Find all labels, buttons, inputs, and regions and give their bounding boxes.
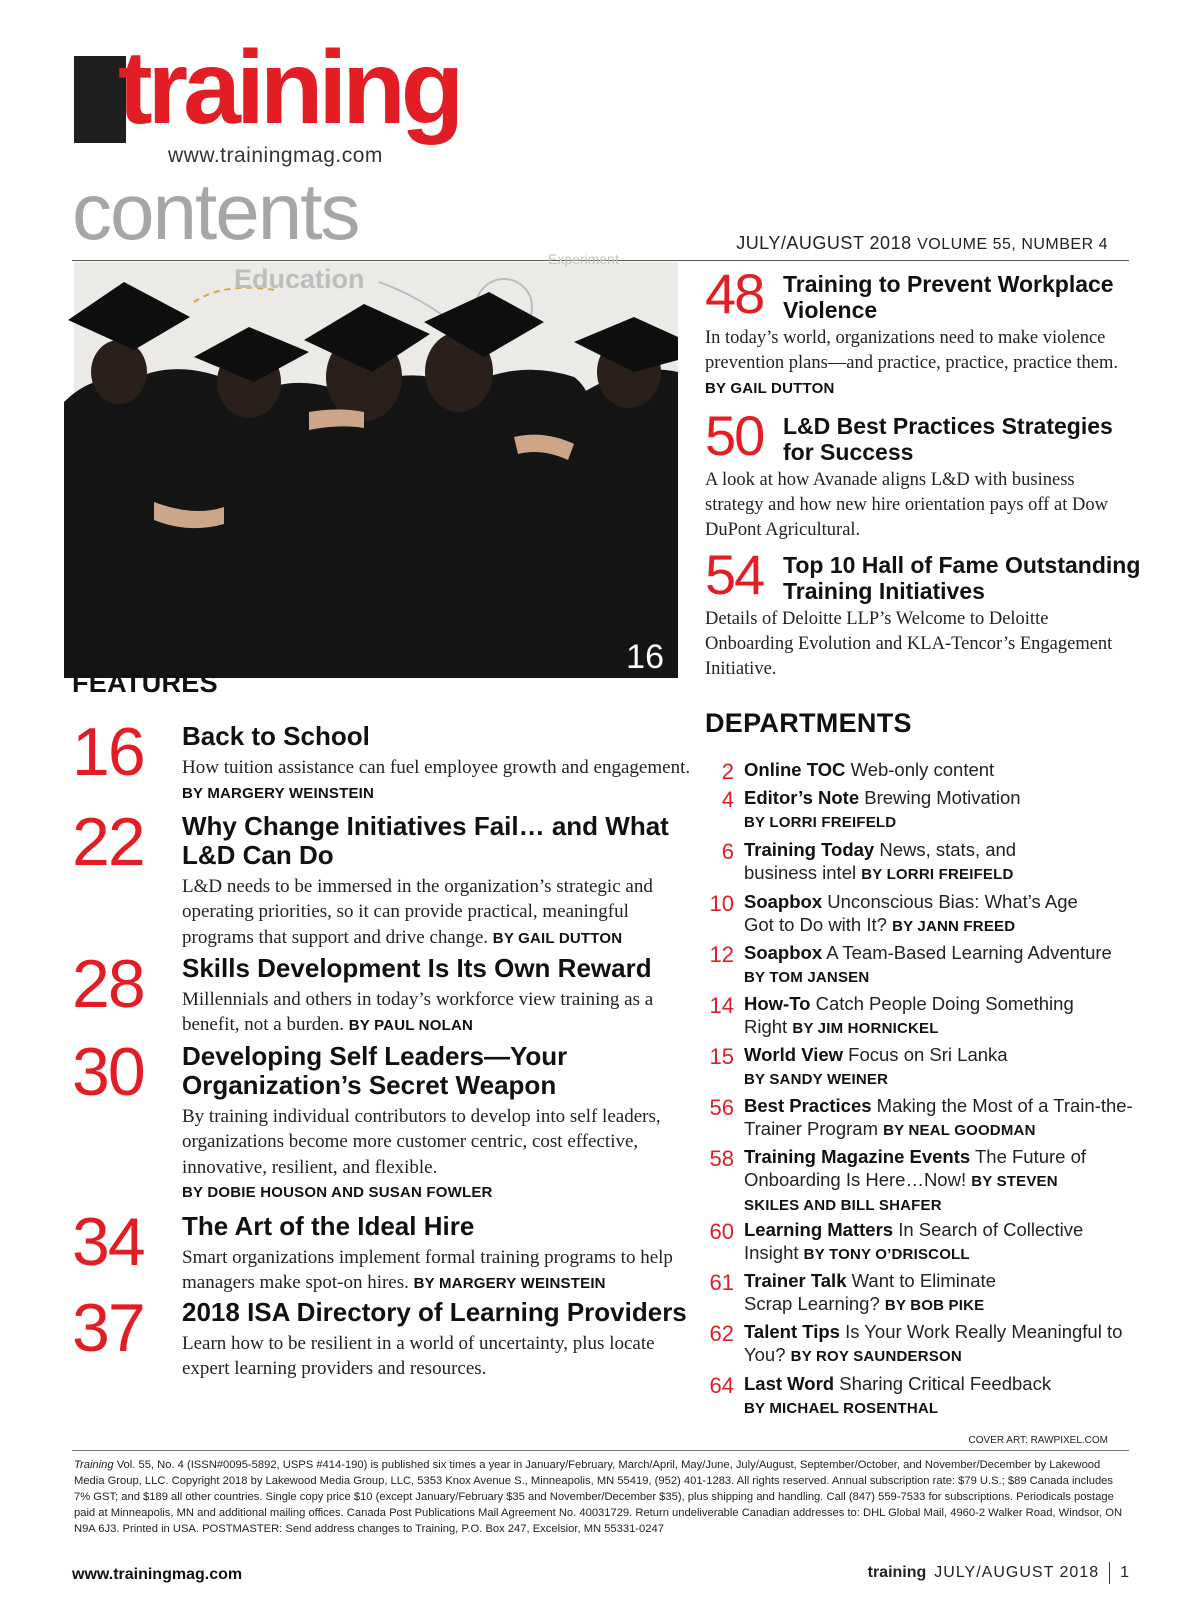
- article-desc: In today’s world, organizations need to make violence prevention plans—and practice, practice, practice them.: [705, 328, 1118, 374]
- department-title: Online TOC: [744, 759, 846, 780]
- graduates-illustration: [74, 251, 678, 678]
- department-title: Trainer Talk: [744, 1270, 847, 1291]
- feature-page-number: 16: [72, 714, 144, 790]
- department-byline: BY MICHAEL ROSENTHAL: [744, 1400, 939, 1418]
- department-page-number: 64: [709, 1373, 734, 1398]
- department-title: Last Word: [744, 1373, 835, 1394]
- department-page-number: 6: [721, 839, 734, 864]
- department-desc: Web-only content: [850, 759, 995, 780]
- feature-page-number: 34: [72, 1204, 144, 1280]
- feature-desc: Learn how to be resilient in a world of uncertainty, plus locate expert learning providers and resources.: [182, 1333, 655, 1380]
- department-byline: BY BOB PIKE: [884, 1297, 985, 1315]
- department-desc: Unconscious Bias: What’s Age Got to Do with It?: [744, 891, 1078, 936]
- department-title: Talent Tips: [744, 1321, 840, 1342]
- feature-title: Developing Self Leaders—Your Organization’s Secret Weapon: [182, 1041, 568, 1101]
- photo-page-number: 16: [626, 638, 664, 676]
- department-desc: The Future of Onboarding Is Here…Now!: [744, 1146, 1087, 1191]
- feature-page-number: 22: [72, 804, 144, 880]
- feature-desc: Millennials and others in today’s workforce view training as a benefit, not a burden.: [182, 989, 654, 1036]
- article-page-number: 54: [705, 543, 764, 606]
- magazine-logo: training: [118, 30, 460, 146]
- feature-title: The Art of the Ideal Hire: [182, 1211, 475, 1241]
- department-byline: BY LORRI FREIFELD: [744, 814, 897, 832]
- feature-item[interactable]: [72, 1290, 692, 1382]
- feature-title: Back to School: [182, 721, 370, 751]
- department-byline: BY STEVEN SKILES AND BILL SHAFER: [744, 1173, 1058, 1214]
- department-desc: Brewing Motivation: [864, 787, 1021, 808]
- footer-folio: [868, 1562, 1130, 1584]
- footer-brand: training: [867, 1564, 927, 1581]
- department-byline: BY LORRI FREIFELD: [861, 866, 1014, 884]
- article-desc: Details of Deloitte LLP’s Welcome to Deloitte Onboarding Evolution and KLA-Tencor’s Engagement Initiative.: [705, 609, 1113, 680]
- feature-title: 2018 ISA Directory of Learning Providers: [182, 1297, 687, 1327]
- department-page-number: 2: [721, 759, 734, 784]
- issue-date: JULY/AUGUST 2018: [736, 233, 912, 253]
- fineprint-pub-name: Training: [74, 1459, 114, 1471]
- department-byline: BY ROY SAUNDERSON: [790, 1348, 962, 1366]
- department-desc: Want to Eliminate Scrap Learning?: [744, 1270, 996, 1315]
- department-desc: News, stats, and business intel: [744, 839, 1017, 884]
- article-item[interactable]: [705, 404, 1135, 542]
- feature-item[interactable]: [72, 946, 692, 1040]
- department-title: World View: [744, 1044, 844, 1065]
- feature-page-number: 28: [72, 946, 144, 1022]
- department-page-number: 58: [709, 1146, 734, 1171]
- department-page-number: 12: [709, 942, 734, 967]
- department-byline: BY TOM JANSEN: [744, 969, 870, 987]
- logo-url[interactable]: www.trainingmag.com: [168, 144, 383, 167]
- features-heading: FEATURES: [72, 668, 218, 698]
- fineprint-text: Vol. 55, No. 4 (ISSN#0095-5892, USPS #414-190) is published six times a year in January/February, March/April, May/June, July/August, September/October, and November/December by Lakewood Media Group, LLC. Copyright 2018 by Lakewood Media Group, LLC, 5353 Knox Avenue S., Minneapolis, MN 55419, (952) 401-1283. All rights reserved. Annual subscription rate: $79 U.S.; $89 Canada includes 7% GST; and $189 all other countries. Single copy price $10 (except January/February $35 and November/December $35), plus shipping and handling. Call (847) 559-7533 for subscriptions. Periodicals postage paid at Minneapolis, MN and additional mailing offices. Canada Post Publications Mail Agreement No. 40031729. Return undeliverable Canadian addresses to: DHL Global Mail, 4960-2 Walker Road, Windsor, ON N9A 6J3. Printed in USA. POSTMASTER: Send address changes to Training, P.O. Box 247, Excelsior, MN 55331-0247: [74, 1459, 1123, 1535]
- department-page-number: 60: [709, 1219, 734, 1244]
- department-desc: Making the Most of a Train-the-Trainer Program: [744, 1095, 1133, 1140]
- feature-byline: BY DOBIE HOUSON AND SUSAN FOWLER: [182, 1184, 493, 1202]
- department-byline: BY TONY O’DRISCOLL: [803, 1246, 970, 1264]
- footer-url[interactable]: www.trainingmag.com: [72, 1566, 243, 1583]
- article-title: L&D Best Practices Strategies for Success: [783, 413, 1113, 465]
- issue-line: [736, 233, 1108, 254]
- department-desc: Is Your Work Really Meaningful to You?: [744, 1321, 1123, 1366]
- footer-page-number: 1: [1120, 1564, 1130, 1581]
- departments-heading: DEPARTMENTS: [705, 708, 912, 738]
- bottom-rule: [72, 1450, 1129, 1451]
- department-desc: Focus on Sri Lanka: [848, 1044, 1008, 1065]
- feature-item[interactable]: [72, 1204, 692, 1294]
- article-page-number: 48: [705, 262, 764, 325]
- feature-page-number: 30: [72, 1034, 144, 1110]
- department-desc: In Search of Collective Insight: [744, 1219, 1084, 1264]
- department-page-number: 15: [709, 1044, 734, 1069]
- feature-byline: BY MARGERY WEINSTEIN: [182, 785, 375, 803]
- feature-desc: Smart organizations implement formal training programs to help managers make spot-on hires.: [182, 1247, 673, 1294]
- issue-volume: VOLUME 55, NUMBER 4: [917, 236, 1108, 253]
- department-title: Soapbox: [744, 891, 823, 912]
- department-page-number: 56: [709, 1095, 734, 1120]
- footer-divider: [1109, 1562, 1110, 1584]
- department-byline: BY SANDY WEINER: [744, 1071, 889, 1089]
- feature-title: Why Change Initiatives Fail… and What L&D Can Do: [182, 811, 669, 871]
- feature-desc: By training individual contributors to develop into self leaders, organizations become more customer centric, cost effective, innovative, resilient, and flexible.: [182, 1106, 661, 1178]
- article-desc: A look at how Avanade aligns L&D with business strategy and how new hire orientation pays off at Dow DuPont Agricultural.: [705, 470, 1108, 541]
- feature-byline: BY GAIL DUTTON: [492, 929, 623, 947]
- department-title: Training Magazine Events: [744, 1146, 971, 1167]
- feature-page-number: 37: [72, 1290, 144, 1366]
- department-page-number: 62: [709, 1321, 734, 1346]
- feature-item[interactable]: [72, 714, 692, 812]
- department-desc: Catch People Doing Something Right: [744, 993, 1074, 1038]
- feature-title: Skills Development Is Its Own Reward: [182, 953, 652, 983]
- chalk-text-experiment: Experiment: [548, 251, 619, 267]
- department-title: Editor’s Note: [744, 787, 860, 808]
- contents-heading: contents: [72, 167, 359, 256]
- department-byline: BY NEAL GOODMAN: [883, 1122, 1036, 1140]
- department-desc: Sharing Critical Feedback: [839, 1373, 1052, 1394]
- department-page-number: 10: [709, 891, 734, 916]
- department-page-number: 61: [709, 1270, 734, 1295]
- feature-desc: L&D needs to be immersed in the organization’s strategic and operating priorities, so it can provide practical, meaningful programs that support and drive change.: [182, 876, 653, 948]
- feature-byline: BY PAUL NOLAN: [348, 1017, 474, 1035]
- chalk-text-education: Education: [234, 264, 365, 294]
- article-item[interactable]: [705, 543, 1141, 681]
- article-item[interactable]: [705, 262, 1135, 402]
- article-page-number: 50: [705, 404, 764, 467]
- feature-item[interactable]: [72, 1034, 692, 1202]
- department-title: How-To: [744, 993, 811, 1014]
- feature-desc: How tuition assistance can fuel employee growth and engagement.: [182, 757, 691, 779]
- feature-item[interactable]: [72, 804, 692, 952]
- department-title: Training Today: [744, 839, 875, 860]
- department-title: Learning Matters: [744, 1219, 894, 1240]
- department-byline: BY JIM HORNICKEL: [792, 1020, 939, 1038]
- footer-issue: JULY/AUGUST 2018: [934, 1564, 1100, 1581]
- publication-fineprint: [74, 1458, 1129, 1538]
- article-byline: BY GAIL DUTTON: [705, 380, 835, 398]
- cover-photo: [74, 251, 678, 678]
- department-page-number: 14: [709, 993, 734, 1018]
- article-title: Training to Prevent Workplace Violence: [783, 271, 1114, 323]
- cover-art-credit: COVER ART: RAWPIXEL.COM: [968, 1435, 1108, 1446]
- department-byline: BY JANN FREED: [892, 918, 1016, 936]
- feature-byline: BY MARGERY WEINSTEIN: [413, 1275, 606, 1293]
- department-desc: A Team-Based Learning Adventure: [826, 942, 1112, 963]
- department-page-number: 4: [721, 787, 734, 812]
- article-title: Top 10 Hall of Fame Outstanding Training Initiatives: [783, 552, 1141, 604]
- department-title: Best Practices: [744, 1095, 872, 1116]
- department-title: Soapbox: [744, 942, 823, 963]
